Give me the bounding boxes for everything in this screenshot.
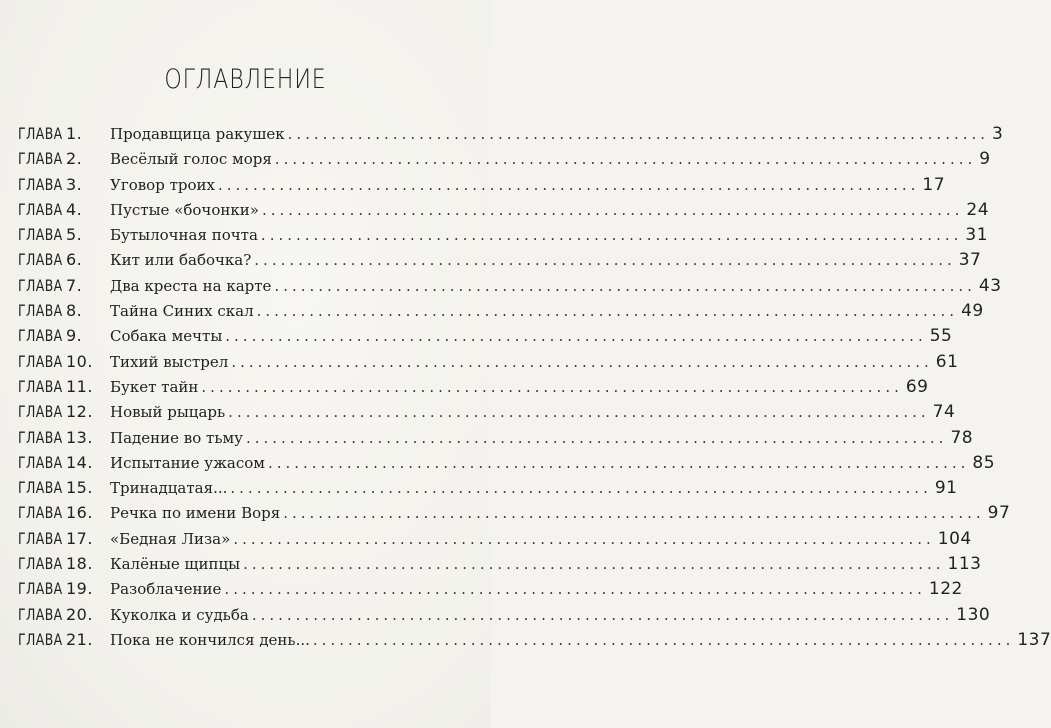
chapter-number: 15. — [66, 478, 93, 498]
chapter-word: ГЛАВА — [18, 124, 63, 143]
chapter-title: Тринадцатая... — [110, 479, 228, 498]
page-number: 137 — [1017, 629, 1051, 650]
dot-leader: ................................................................................ — [224, 580, 926, 599]
page-number: 122 — [928, 579, 963, 600]
chapter-number: 10. — [66, 351, 93, 371]
chapter-label — [18, 402, 110, 421]
chapter-word: ГЛАВА — [18, 503, 63, 523]
chapter-number: 1. — [66, 124, 83, 143]
toc-row[interactable] — [18, 554, 982, 579]
dot-leader: ................................................................................ — [231, 352, 933, 371]
chapter-number: 14. — [66, 452, 93, 472]
chapter-label — [18, 301, 110, 320]
chapter-number: 9. — [66, 326, 83, 346]
dot-leader: ................................................................................ — [256, 302, 959, 321]
chapter-label — [18, 503, 110, 522]
chapter-title: Собака мечты — [110, 327, 223, 346]
page-number: 74 — [932, 402, 956, 423]
chapter-label — [18, 605, 110, 624]
chapter-title: Два креста на карте — [110, 276, 272, 295]
toc-row[interactable] — [18, 149, 991, 174]
chapter-entry — [110, 453, 995, 473]
toc-row[interactable] — [18, 629, 1051, 655]
chapter-word: ГЛАВА — [18, 149, 63, 169]
toc-row[interactable] — [18, 376, 929, 402]
toc-row[interactable] — [18, 275, 1002, 301]
chapter-title: Весёлый голос моря — [110, 150, 272, 169]
chapter-word: ГЛАВА — [18, 604, 63, 624]
chapter-label — [18, 352, 110, 371]
chapter-title: Пустые «бочонки» — [110, 200, 259, 219]
page-number: 61 — [935, 351, 959, 372]
chapter-word: ГЛАВА — [18, 478, 63, 498]
chapter-title: Тихий выстрел — [110, 352, 229, 371]
toc-row[interactable] — [18, 528, 972, 554]
toc-row[interactable] — [18, 124, 1004, 149]
chapter-entry — [110, 554, 981, 574]
toc-row[interactable] — [18, 174, 946, 200]
chapter-entry — [110, 478, 957, 498]
dot-leader: ................................................................................ — [233, 529, 935, 548]
dot-leader: ................................................................................ — [283, 504, 985, 523]
toc-row[interactable] — [18, 250, 982, 275]
toc-row[interactable] — [18, 301, 984, 326]
dot-leader: ................................................................................ — [274, 276, 976, 295]
chapter-entry — [110, 301, 984, 321]
chapter-label — [18, 478, 110, 497]
chapter-number: 11. — [66, 376, 93, 396]
table-of-contents — [18, 124, 1051, 655]
chapter-number: 20. — [66, 604, 93, 624]
chapter-title: Куколка и судьба — [110, 605, 249, 624]
chapter-label — [18, 630, 110, 649]
chapter-word: ГЛАВА — [18, 402, 63, 422]
dot-leader: ................................................................................ — [267, 453, 970, 472]
chapter-entry — [110, 352, 958, 372]
chapter-word: ГЛАВА — [18, 301, 63, 321]
dot-leader: ................................................................................ — [230, 479, 932, 498]
page-number: 91 — [934, 478, 958, 499]
chapter-word: ГЛАВА — [18, 452, 63, 472]
chapter-number: 4. — [66, 199, 83, 219]
chapter-word: ГЛАВА — [18, 376, 63, 396]
chapter-title: Падение во тьму — [110, 428, 243, 447]
chapter-label — [18, 250, 110, 269]
chapter-entry — [110, 377, 929, 397]
toc-title: ОГЛАВЛЕНИЕ — [164, 64, 327, 95]
toc-row[interactable] — [18, 579, 963, 604]
dot-leader: ................................................................................ — [274, 150, 977, 169]
chapter-title: Пока не кончился день... — [110, 630, 310, 649]
chapter-title: Бутылочная почта — [110, 226, 258, 245]
chapter-number: 6. — [66, 250, 83, 270]
toc-row[interactable] — [18, 604, 991, 630]
chapter-word: ГЛАВА — [18, 351, 63, 371]
chapter-number: 12. — [66, 402, 93, 422]
page-number: 97 — [987, 503, 1011, 524]
chapter-label — [18, 124, 110, 143]
chapter-entry — [110, 276, 1002, 296]
page-number: 85 — [972, 452, 996, 473]
chapter-label — [18, 326, 110, 345]
dot-leader: ................................................................................ — [312, 630, 1015, 649]
toc-row[interactable] — [18, 478, 958, 503]
toc-row[interactable] — [18, 225, 989, 250]
dot-leader: ................................................................................ — [225, 327, 927, 346]
toc-row[interactable] — [18, 452, 996, 478]
chapter-number: 18. — [66, 554, 93, 574]
chapter-label — [18, 529, 110, 548]
chapter-number: 3. — [66, 174, 83, 194]
chapter-number: 7. — [66, 275, 83, 295]
chapter-entry — [110, 175, 945, 195]
chapter-word: ГЛАВА — [18, 629, 63, 649]
page-number: 43 — [978, 275, 1002, 296]
chapter-label — [18, 554, 110, 573]
chapter-label — [18, 377, 110, 396]
toc-row[interactable] — [18, 427, 974, 453]
chapter-entry — [110, 326, 952, 346]
chapter-title: Букет тайн — [110, 377, 199, 396]
chapter-title: Продавщица ракушек — [110, 125, 285, 143]
page-number: 24 — [966, 199, 990, 220]
chapter-word: ГЛАВА — [18, 250, 63, 270]
chapter-number: 17. — [66, 528, 93, 548]
chapter-title: Уговор троих — [110, 175, 215, 194]
dot-leader: ................................................................................ — [228, 403, 930, 422]
page-number: 3 — [992, 124, 1004, 144]
chapter-label — [18, 225, 110, 244]
chapter-entry — [110, 529, 972, 549]
chapter-entry — [110, 402, 955, 422]
chapter-word: ГЛАВА — [18, 199, 63, 219]
chapter-label — [18, 149, 110, 168]
chapter-label — [18, 453, 110, 472]
chapter-title: Испытание ужасом — [110, 453, 265, 472]
page-number: 49 — [961, 301, 984, 322]
chapter-label — [18, 579, 110, 598]
chapter-number: 16. — [66, 503, 93, 523]
chapter-title: Кит или бабочка? — [110, 251, 252, 270]
chapter-number: 21. — [66, 629, 93, 649]
chapter-number: 8. — [66, 301, 83, 321]
page-number: 17 — [922, 174, 946, 195]
chapter-word: ГЛАВА — [18, 554, 63, 574]
chapter-word: ГЛАВА — [18, 174, 63, 194]
chapter-word: ГЛАВА — [18, 225, 63, 245]
page-number: 130 — [956, 604, 991, 625]
chapter-word: ГЛАВА — [18, 275, 63, 295]
page-number: 78 — [950, 427, 974, 448]
page-number: 9 — [979, 149, 991, 170]
dot-leader: ................................................................................ — [251, 605, 954, 624]
chapter-word: ГЛАВА — [18, 579, 63, 599]
page-number: 55 — [929, 326, 953, 347]
chapter-number: 19. — [66, 579, 93, 599]
toc-row[interactable] — [18, 351, 959, 377]
chapter-entry — [110, 149, 991, 169]
chapter-title: Разоблачение — [110, 580, 222, 599]
page-number: 31 — [965, 225, 989, 246]
chapter-entry — [110, 605, 990, 625]
chapter-entry — [110, 579, 963, 599]
page-number: 104 — [937, 528, 972, 549]
chapter-label — [18, 276, 110, 295]
dot-leader: ................................................................................ — [201, 377, 903, 396]
chapter-word: ГЛАВА — [18, 326, 63, 346]
toc-row[interactable] — [18, 326, 953, 351]
chapter-title: Новый рыцарь — [110, 403, 226, 422]
page-number: 69 — [905, 376, 929, 397]
toc-row[interactable] — [18, 503, 1011, 528]
chapter-entry — [110, 503, 1010, 523]
chapter-number: 13. — [66, 427, 93, 447]
chapter-label — [18, 200, 110, 219]
chapter-number: 2. — [66, 149, 83, 169]
dot-leader: ................................................................................ — [260, 226, 963, 245]
chapter-entry — [110, 200, 989, 220]
toc-row[interactable] — [18, 402, 956, 427]
chapter-title: Калёные щипцы — [110, 555, 241, 574]
chapter-title: Тайна Синих скал — [110, 302, 254, 321]
dot-leader: ................................................................................ — [243, 555, 945, 574]
dot-leader: ................................................................................ — [261, 200, 964, 219]
chapter-entry — [110, 630, 1051, 650]
dot-leader: ................................................................................ — [287, 125, 990, 143]
chapter-title: Речка по имени Воря — [110, 504, 281, 523]
chapter-title: «Бедная Лиза» — [110, 529, 231, 548]
dot-leader: ................................................................................ — [254, 251, 956, 270]
page-number: 37 — [958, 250, 982, 271]
chapter-entry — [110, 124, 1003, 144]
chapter-number: 5. — [66, 225, 83, 245]
chapter-label — [18, 175, 110, 194]
page-number: 113 — [947, 554, 982, 575]
chapter-entry — [110, 428, 973, 448]
chapter-word: ГЛАВА — [18, 427, 63, 447]
dot-leader: ................................................................................ — [245, 428, 948, 447]
chapter-label — [18, 428, 110, 447]
chapter-word: ГЛАВА — [18, 528, 63, 548]
dot-leader: ................................................................................ — [217, 175, 920, 194]
chapter-entry — [110, 225, 988, 245]
toc-row[interactable] — [18, 199, 990, 225]
chapter-entry — [110, 250, 981, 270]
